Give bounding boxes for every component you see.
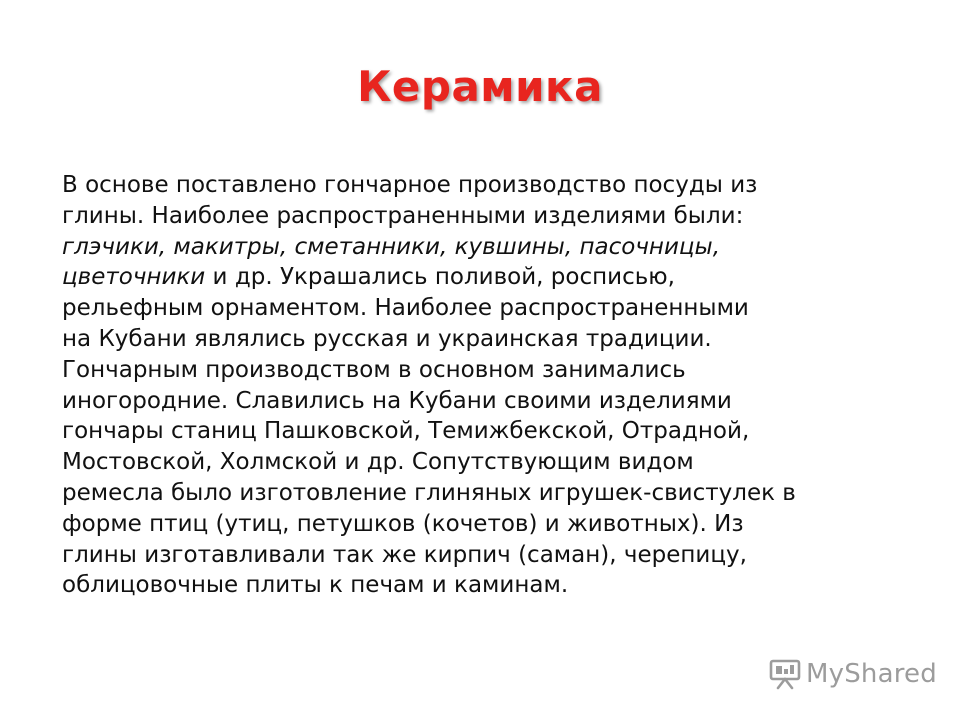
text-line: Мостовской, Холмской и др. Сопутствующим видом <box>62 449 694 476</box>
text-line: на Кубани являлись русская и украинская традиции. <box>62 325 712 352</box>
italic-item: цветочники <box>62 264 206 291</box>
text-line: глины изготавливали так же кирпич (саман), черепицу, <box>62 541 747 568</box>
text-line: глины. Наиболее распространенными изделиями были: <box>62 202 744 229</box>
text-line: облицовочные плиты к печам и каминам. <box>62 572 569 599</box>
slide-title: Керамика <box>357 62 603 111</box>
text-line: иногородние. Славились на Кубани своими изделиями <box>62 387 732 414</box>
text-line: рельефным орнаментом. Наиболее распространенными <box>62 295 749 322</box>
text-line <box>62 232 902 263</box>
text-line: форме птиц (утиц, петушков (кочетов) и животных). Из <box>62 510 744 537</box>
italic-item-list: глэчики, макитры, сметанники, кувшины, пасочницы, <box>62 233 721 260</box>
myshared-watermark <box>768 656 937 692</box>
text-line <box>62 262 902 293</box>
text-line: В основе поставлено гончарное производство посуды из <box>62 172 758 198</box>
presentation-board-icon <box>768 657 802 691</box>
text-line: ремесла было изготовление глиняных игрушек-свистулек в <box>62 479 796 506</box>
text-line: гончары станиц Пашковской, Темижбекской, Отрадной, <box>62 418 750 445</box>
slide-body-paragraph <box>62 170 902 601</box>
text-line: Гончарным производством в основном занимались <box>62 356 686 383</box>
watermark-text: MyShared <box>806 659 937 689</box>
text-fragment: и др. Украшались поливой, росписью, <box>205 264 675 291</box>
